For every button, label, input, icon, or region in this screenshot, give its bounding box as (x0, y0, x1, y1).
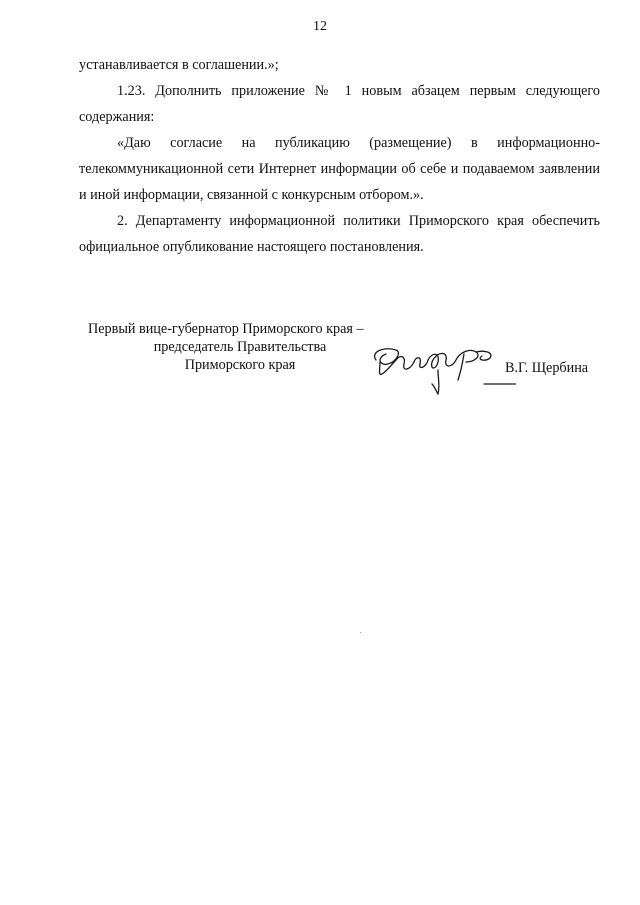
handwritten-signature (366, 340, 516, 398)
paragraph-item-2: 2. Департаменту информационной политики Приморского края обеспечить официальное опубликование настоящего постановления. (79, 213, 600, 255)
signatory-name: В.Г. Щербина (505, 360, 589, 376)
paragraph-item-1-23: 1.23. Дополнить приложение № 1 новым абзацем первым следующего содержания: (79, 83, 600, 125)
paragraph-continuation: устанавливается в соглашении.»; (79, 57, 279, 73)
signatory-title (80, 320, 400, 374)
document-body (79, 52, 600, 260)
page-number: 12 (313, 19, 327, 34)
signatory-title-line3: Приморского края (184, 357, 296, 373)
paragraph-quote: «Даю согласие на публикацию (размещение) в информационно-телекоммуникационной сети Интернет информации об себе и подаваемом заявлении и иной информации, связанной с конкурсным отбором.». (79, 135, 600, 203)
signatory-title-line2: председатель Правительства (153, 339, 327, 355)
signatory-title-line1: Первый вице-губернатор Приморского края – (88, 321, 364, 337)
scan-speck (360, 632, 361, 633)
